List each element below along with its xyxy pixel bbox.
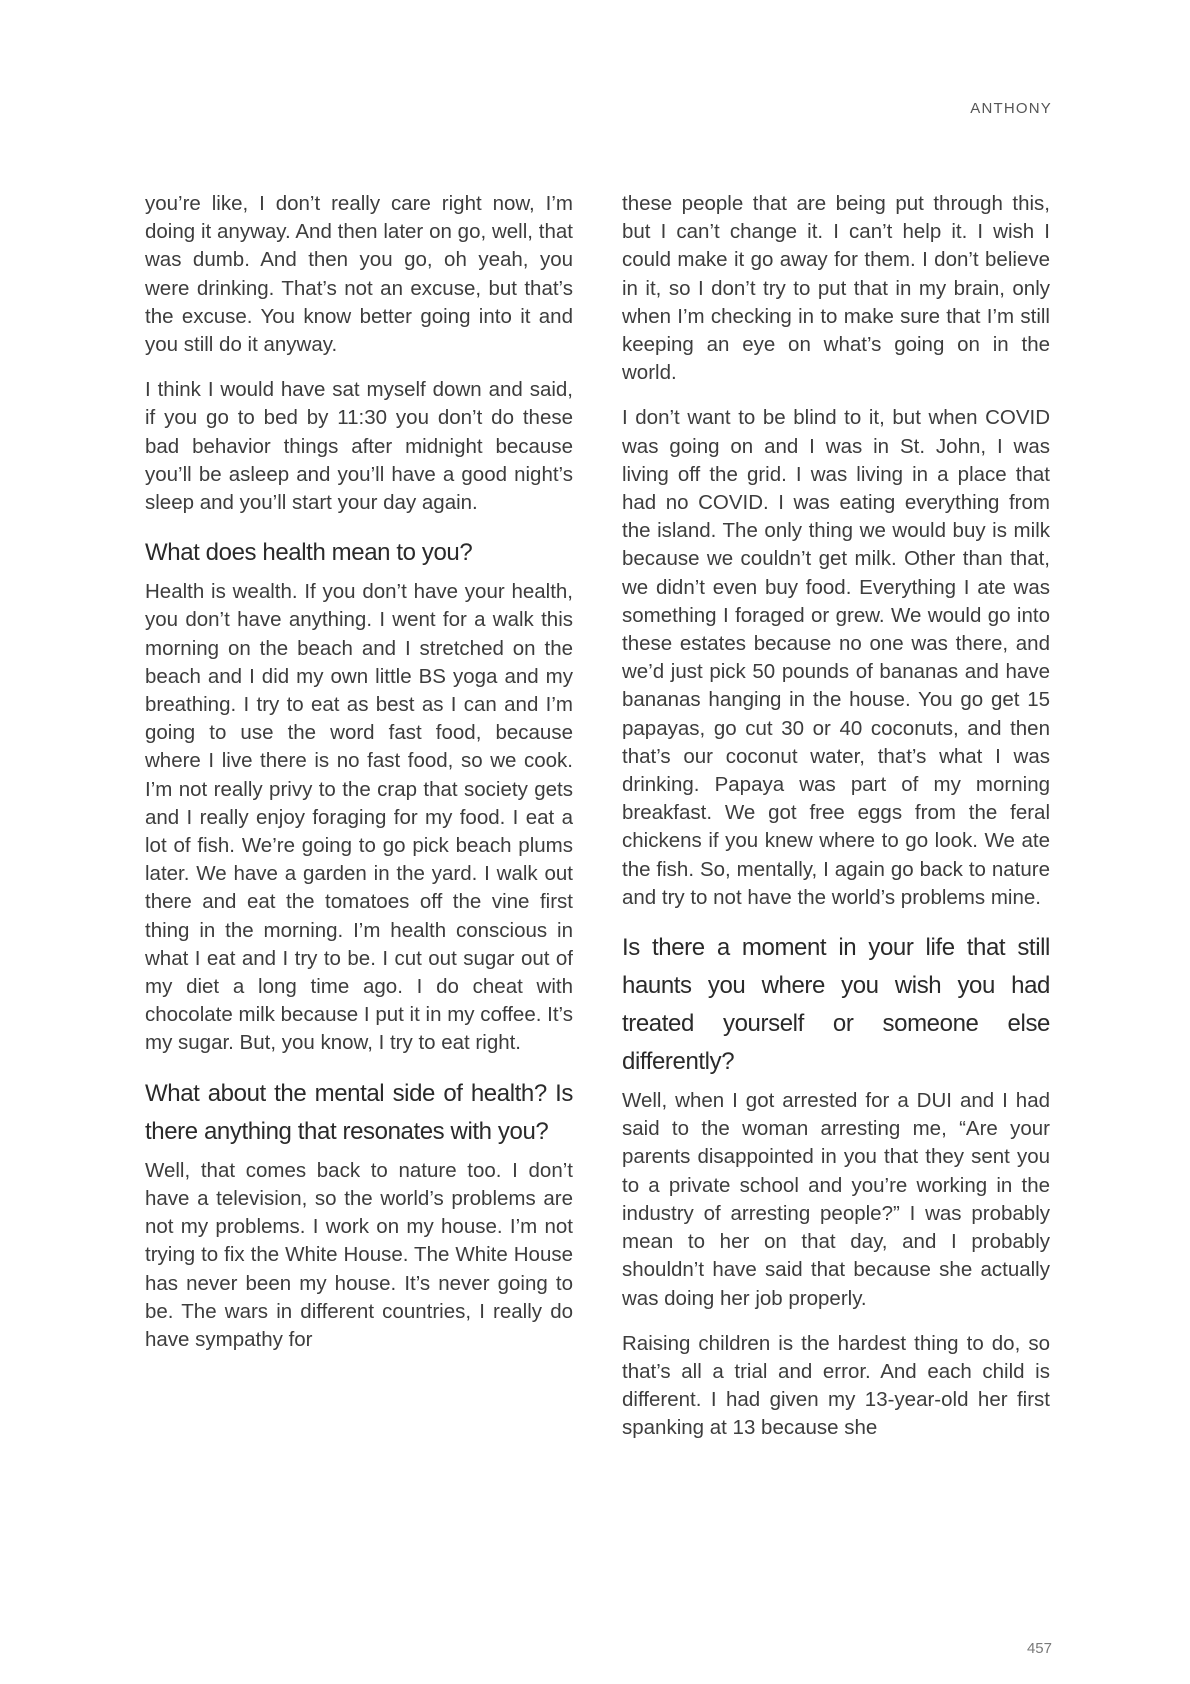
question-heading: What does health mean to you? bbox=[145, 539, 473, 567]
paragraph: I don’t want to be blind to it, but when COVID was going on and I was in St. John, I was living off the grid. I was living in a place that had no COVID. I was eating everything from the island. The only thing we would buy is milk because we couldn’t get milk. Other than that, we didn’t even buy food. Everything I ate was something I foraged or grew. We would go into these estates because no one was there, and we’d just pick 50 pounds of bananas and have bananas hanging in the house. You go get 15 papayas, go cut 30 or 40 coconuts, and then that’s our coconut water, that’s what I was drinking. Papaya was part of my morning breakfast. We got free eggs from the feral chickens if you knew where to go look. We ate the fish. So, mentally, I again go back to nature and try to not have the world’s problems mine. bbox=[622, 406, 1050, 909]
page-number: 457 bbox=[1026, 1640, 1052, 1657]
paragraph: Well, that comes back to nature too. I don’t have a television, so the world’s problems are not my problems. I work on my house. I’m not trying to fix the White House. The White House has never been my house. It’s never going to be. The wars in different countries, I really do have sympathy for bbox=[145, 1158, 573, 1351]
paragraph: Health is wealth. If you don’t have your health, you don’t have anything. I went for a walk this morning on the beach and I stretched on the beach and I did my own little BS yoga and my breathing. I try to eat as best as I can and I’m going to use the word fast food, because where I live there is no fast food, so we cook. I’m not really privy to the crap that society gets and I really enjoy foraging for my food. I eat a lot of fish. We’re going to go pick beach plums later. We have a garden in the yard. I walk out there and eat the tomatoes off the vine first thing in the morning. I’m health conscious in what I eat and I try to be. I cut out sugar out of my diet a long time ago. I do cheat with chocolate milk because I put it in my coffee. It’s my sugar. But, you know, I try to eat right. bbox=[145, 580, 573, 1055]
right-column bbox=[622, 190, 1050, 1460]
paragraph: I think I would have sat myself down and said, if you go to bed by 11:30 you don’t do these bad behavior things after midnight because you’ll be asleep and you’ll have a good night’s sleep and you’ll start your day again. bbox=[145, 378, 573, 515]
paragraph: you’re like, I don’t really care right now, I’m doing it anyway. And then later on go, well, that was dumb. And then you go, oh yeah, you were drinking. That’s not an excuse, but that’s the excuse. You know better going into it and you still do it anyway. bbox=[145, 192, 573, 357]
question-heading: What about the mental side of health? Is there anything that resonates with you? bbox=[145, 1079, 573, 1145]
running-head: ANTHONY bbox=[970, 100, 1052, 117]
paragraph: these people that are being put through this, but I can’t change it. I can’t help it. I wish I could make it go away for them. I don’t believe in it, so I don’t try to put that in my brain, only when I’m checking in to make sure that I’m still keeping an eye on what’s going on in the world. bbox=[622, 192, 1050, 385]
paragraph: Well, when I got arrested for a DUI and I had said to the woman arresting me, “Are your parents disappointed in you that they sent you to a private school and you’re working in the industry of arresting people?” I was probably mean to her on that day, and I probably shouldn’t have said that because she actually was doing her job properly. bbox=[622, 1089, 1050, 1310]
paragraph: Raising children is the hardest thing to do, so that’s all a trial and error. And each child is different. I had given my 13-year-old her first spanking at 13 because she bbox=[622, 1331, 1050, 1440]
left-column bbox=[145, 190, 573, 1371]
question-heading: Is there a moment in your life that still haunts you where you wish you had treated yourself or someone else differently? bbox=[622, 934, 1050, 1076]
